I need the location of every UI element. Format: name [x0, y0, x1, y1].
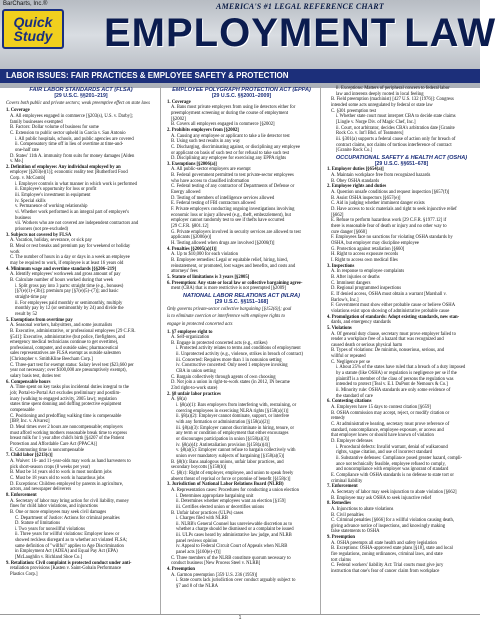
text-line: 8. Remedies — [327, 501, 351, 507]
header-spacer — [0, 49, 100, 69]
text-line: vi. Whether work performed is an integral part of employer's — [15, 210, 130, 216]
text-line: straight-time pay — [15, 294, 47, 300]
text-line: B. Meal or rest breaks and premium pay for weekend or holiday — [10, 244, 131, 250]
text-line: applicants [§2006(e)] — [171, 235, 212, 241]
text-line: 6. Preemption: Any state or local law or collective bargaining agree- — [167, 280, 303, 286]
text-line: 7. Child labor [§213(c)] — [6, 453, 53, 459]
text-line: G. Protection against retaliation [§660] — [331, 246, 405, 252]
text-line: G. Private employers involved in security services are allowed to test — [171, 229, 301, 235]
text-line: i. Whether state court must interpret CBA to decide state claims — [336, 114, 456, 120]
text-line: C. Three members of the NLRB constitute quorum necessary to — [171, 555, 291, 561]
text-line: D. Have access to toxic materials and right to seek injunctive relief — [331, 207, 457, 213]
quick-study-logo — [2, 9, 64, 49]
text-line: 3. Exemptions [§2006(a)] — [167, 161, 217, 167]
text-line: B. OSHA commission may accept, reject, or modify citation or — [331, 410, 450, 416]
text-line: that employer knew or should have known of violation — [331, 433, 434, 439]
text-line: B. One or more employees may seek civil damages — [10, 509, 107, 515]
text-line: breast milk for 1 year after child's birth [§4207 of the Patient — [10, 436, 124, 442]
osha-body — [327, 86, 476, 575]
text-line: B. Factors: Dollar volume of business for some — [10, 125, 99, 131]
text-line: Barlow's, Inc.] — [331, 297, 359, 303]
text-line: coercing employees in exercising NLRA rights [§158(a)(1)] — [176, 408, 289, 414]
text-line: Corp. v. McComb] — [10, 176, 46, 182]
text-line: C. At administrative hearing, secretary must prove reference of — [331, 422, 450, 428]
text-line: B. Field preemption (machinist) [427 U.S. 132 (1976)]: Congress — [331, 97, 454, 103]
text-line: B. Unfair labor practices (ULPs) cases — [171, 510, 244, 516]
text-line: iii. Employee's investment in equipment — [15, 193, 91, 199]
text-line: C. Extension to public sector upheld in Garcia v. San Antonio — [10, 130, 126, 136]
text-line: [Granite Rock Co.] — [336, 148, 373, 154]
text-line: A. Garmon preemption [359 U.S. 236 (1959)] — [171, 572, 258, 578]
text-line: iii. ULPs cases heard by administrative law judge, and NLRB — [176, 533, 292, 539]
text-line: retaliation provisions [Kasten v. Saint-Gobain Performance — [10, 566, 122, 572]
flsa-citation: [29 U.S.C. §§201–219] — [54, 93, 108, 100]
text-line: whether a charge should be dismissed or a complaint be issued — [176, 527, 294, 533]
text-line: sales representatives are FLSA exempt as outside salesmen — [10, 351, 121, 357]
text-line: or applicant on basis of such test or for refusal to take such test — [171, 150, 290, 156]
text-line: 2. Definition of employee: Any individual employed by an — [6, 164, 121, 170]
text-line: A. Seasonal workers, babysitters, and some journalists — [10, 323, 113, 329]
text-line: must afford working mothers reasonable break time to express — [10, 430, 128, 436]
logo-line-1: Quick — [13, 14, 53, 30]
text-line: B. Executive, administrative, or professional employees [29 C.F.R. — [10, 328, 136, 334]
text-line: C. Imminent dangers — [331, 280, 371, 286]
text-line: there is reasonable fear of death or injury and no other way to — [331, 224, 447, 230]
text-line: any term or condition of employment that either encourages — [176, 431, 289, 437]
text-line: intended some acts unregulated by federal or state law — [331, 102, 433, 108]
text-line: i. Split gross pay into 3 parts: straight time (e.g., bonuses) — [15, 283, 124, 289]
text-line: 4. Minimum wage and overtime standards [§§206–219] — [6, 266, 117, 272]
publisher-mark: BarCharts, Inc.® — [3, 1, 48, 7]
text-line: law and interests deeply rooted in local feeling — [336, 91, 424, 97]
text-line: A. Up to $10,000 for each violation — [171, 252, 238, 258]
text-line: D. Meal times over 2 hours are noncompensable; employers — [10, 425, 123, 431]
text-line: C. Discharging, discriminating against, or disciplining any employee — [171, 144, 301, 150]
text-line: CBA in union setting — [176, 369, 216, 375]
text-line: E. Commuting time is noncompensable — [10, 447, 85, 453]
text-line: criminal liability — [331, 478, 363, 484]
text-line: emergency medical technicians continue to get overtime), — [10, 340, 119, 346]
text-line: [Christopher v. SmithKline Beecham Corp.] — [10, 357, 93, 363]
text-line: A. Time spent on key tasks plus incidental duties integral to the — [10, 385, 129, 391]
content-columns — [0, 86, 480, 614]
text-line: contract claims, not claims of tortious interference of contract — [336, 142, 452, 148]
text-line: F. Private employers conducting ongoing investigations involving — [171, 207, 295, 213]
text-line: C. §8(c): Right of employer, employee, and union to speak freely — [171, 470, 294, 476]
text-line: i. Procedural defects: Invalid warrant, denial of walkaround — [336, 444, 448, 450]
text-line: A. Bans most private employers from using lie detectors either for — [171, 105, 296, 111]
text-line: prisoners (not pre-excluded) — [15, 227, 69, 233]
text-line: inary (walking to engaged activity, 2005 law); regulation — [10, 396, 117, 402]
section-title: NATIONAL LABOR RELATIONS ACT (NLRA) — [183, 292, 300, 299]
title-word-2: LAW — [404, 11, 496, 55]
eppa-nlra-body — [167, 100, 316, 590]
text-line: is to eliminate coercion or interference with employee rights to — [167, 314, 285, 320]
text-line: 1. Coverage — [167, 99, 191, 105]
text-line: 1. Employer duties [§654(a)] — [327, 167, 384, 173]
flsa-intro: Covers both public and private sectors; weak preemptive effect on state laws — [6, 100, 150, 106]
text-line: C. Must be 18 years old to work in hazardous jobs — [10, 475, 105, 481]
text-line: 23rd right-to-work state) — [171, 386, 218, 392]
text-line: D. Not join a union in right-to-work states (in 2012, IN became — [171, 380, 290, 386]
text-line: conduct business [New Process Steel v. NLRB] — [171, 561, 261, 567]
text-line: iii. Certifies elected union or decertifies unions — [176, 504, 265, 510]
text-line: absent threat of reprisal or force or promise of benefit [§158(c)] — [171, 476, 291, 482]
text-line: compensable — [10, 408, 35, 414]
text-line: A. OSHA preempts all state health and safety legislation — [331, 540, 437, 546]
text-line: 4. Preemption — [167, 567, 196, 573]
text-line: iv. Appeal to Federal Circuit Court of Appeals when NLRB — [176, 544, 288, 550]
text-line: §7 and 8 of the NLRA — [176, 584, 219, 590]
text-line: 9. Preemption — [327, 535, 356, 541]
text-line: 6. Contesting citations — [327, 399, 372, 405]
flsa-title: FAIR LABOR STANDARDS ACT (FLSA) — [29, 87, 133, 93]
text-line: panel reviews opinion — [176, 538, 218, 544]
text-line: B. Obey OSHA standards — [331, 178, 380, 184]
text-line: ii. Substantive defenses: Compliance posed greater hazard, compli- — [336, 455, 463, 461]
text-line: ii. Exceptions: Matters of peripheral concern to federal labor — [336, 86, 450, 91]
text-line: C. §301 preemption test — [331, 108, 377, 114]
text-line: A. Secretary of labor may seek injunction to abate violation [§662] — [331, 489, 457, 495]
text-line: ii. Three years for willful violations: Employer knew or — [15, 532, 120, 538]
text-line: §541]: Executive, administrative (but police, firefighters, and — [10, 334, 125, 340]
text-line: employer cannot randomly test to see if thefts have occurred — [171, 218, 285, 224]
text-line: A. Question unsafe conditions and request inspection [§657(f)] — [331, 190, 450, 196]
text-line: fines for child labor violations, and injunctions — [10, 504, 98, 510]
text-line: C. Three-part test for exempt status: Salary level test ($23,660 per — [10, 362, 134, 368]
text-line: iii. §301(a) supports a federal cause of action only for breach of — [336, 136, 456, 142]
text-line: the standard of care — [336, 393, 373, 399]
text-line: result by 52 — [15, 311, 38, 317]
text-line: and noncompliance with employer was ignorant of standard — [336, 467, 449, 473]
text-line: 5. Violations — [327, 325, 352, 331]
text-line: [§662] — [331, 212, 344, 218]
text-line: D. Regional programmed inspections — [331, 286, 402, 292]
text-line: A. Identify employees' workweek and gross amount of pay — [10, 272, 121, 278]
text-line: A. Causing any employee or applicant to take a lie detector test — [171, 133, 290, 139]
text-line: 2. Prohibits employers from [§2002] — [167, 127, 239, 133]
column-1 — [0, 86, 160, 614]
text-line: preemployment screening or during the course of employment — [171, 110, 289, 116]
text-line: Rock Co. v. Int'l Bhd. of Teamsters] — [336, 131, 404, 137]
text-line: E. Refuse to perform hazardous work [29 C.F.R. §1977.12] if — [331, 218, 447, 224]
text-line: C. Criminal penalties [§666] for a willful violation causing death, — [331, 518, 455, 524]
text-line: reinstatement, or promoted, lost wages and benefits, and costs and — [171, 263, 296, 269]
eppa-title: EMPLOYEE POLYGRAPH PROTECTION ACT (EPPA) — [172, 87, 311, 93]
text-line: ii. Employee's opportunity for loss or profit — [15, 187, 97, 193]
text-line: [McLaughlin v. Richland Shoe Co.] — [15, 555, 83, 561]
text-line: iv. §8(a)(4): Antiretaliation provision [§158(a)(4)] — [176, 442, 270, 448]
text-line: v. §8(a)(5): Employer cannot refuse to bargain collectively with — [176, 448, 296, 454]
text-line: i. Charges filed with NLRB — [176, 516, 228, 522]
text-line: intended to protect [Teal v. E.I. DuPont de Nemours & Co.] — [336, 382, 448, 388]
text-line: Only governs private-sector collective bargaining [§152(6)]; goal — [167, 306, 292, 312]
text-line: A. In response to employee complaints — [331, 269, 405, 275]
text-line: v. Me.] — [10, 159, 24, 165]
text-line: fire regulations, zoning ordinances, criminal laws, and state — [331, 552, 443, 558]
text-line: by a statute (like OSHA) or regulation is negligence per se if the — [336, 371, 457, 377]
text-line: tort claims — [331, 557, 351, 563]
text-line: secondary boycotts [§158(b)] — [171, 465, 227, 471]
text-line: A. Vacation, holiday, severance, or sick pay — [10, 238, 92, 244]
text-line: or discourages participation in union [§158(a)(3)] — [176, 436, 270, 442]
page-number: 1 — [0, 614, 480, 621]
text-line: F. Employees face no sanctions for violating OSHA standards by — [331, 235, 453, 241]
text-line: union over mandatory subjects of bargaining [§158(a)(5)] — [176, 453, 285, 459]
flsa-body — [6, 108, 156, 577]
text-line: A. Waiver: 16- and 11-year-olds may work as hand harvesters to — [10, 458, 131, 464]
eppa-citation: [29 U.S.C. §§2001–2009] — [211, 93, 272, 100]
text-line: 8. Enforcement — [6, 492, 37, 498]
text-line: A. Of general duty clause, secretary must prove employer failed to — [331, 331, 456, 337]
text-line: A. §8(a) — [171, 397, 187, 403]
text-line: i. Determines appropriate bargaining unit — [176, 493, 254, 499]
text-line: ii. NLRB's General Counsel has unreviewable discretion as to — [176, 521, 293, 527]
text-line: Protection and Affordable Care Act (PPACA)] — [10, 441, 97, 447]
text-line: rights, vague citation, and use of incorrect standard — [336, 450, 432, 456]
text-line: 2. Employee rights and duties — [327, 184, 387, 190]
section-title: OCCUPATIONAL SAFETY & HEALTH ACT (OSHA) — [335, 154, 468, 161]
section-citation: [29 U.S.C. §§151–168] — [214, 299, 269, 306]
text-line: 6. Compensable hours — [6, 379, 51, 385]
text-line: standard, noncompliance, employee exposure, or access and — [331, 427, 444, 433]
text-line: A. Secretary of labor may bring action for civil liability, money — [10, 498, 129, 504]
text-line: work — [10, 249, 20, 255]
text-line: [IBP, Inc. v. Alvarez] — [10, 419, 50, 425]
text-line: B. Employee may ask OSHA to seek injunctive relief — [331, 495, 432, 501]
text-line: render a workplace free of a hazard that was recognized and — [331, 337, 444, 343]
text-line: iv. Special skills — [15, 198, 46, 204]
text-line: ii. Court, not arbitrator, decides CBA's arbitration date [Granite — [336, 125, 455, 131]
text-line: A. All employees engaged in commerce [§203(s), U.S. v. Darby]; — [10, 113, 133, 119]
text-line: i. Two years for nonwillful violations — [15, 526, 85, 532]
text-line: ii. Unprotected activity (e.g., violence, strikes in breach of contract) — [176, 352, 304, 358]
text-line: H. Right to access exposure records — [331, 252, 399, 258]
text-line: family businesses exempted — [10, 119, 63, 125]
text-line: caused death or serious physical harm — [331, 342, 403, 348]
text-line: B. Covers all employers engaged in commerce [§2002] — [171, 122, 275, 128]
text-line: vii. Workers who are not covered are independent contractors and — [15, 221, 139, 227]
title-word-1: EMPLOYMENT — [104, 11, 397, 55]
text-line: E. Federal testing of FBI contractors allowed — [171, 201, 256, 207]
text-line: false statements to OSHA — [331, 529, 380, 535]
text-line: ance not technically feasible, employee refused to comply, — [336, 461, 446, 467]
text-line: v. Permanence of working relationship — [15, 204, 88, 210]
text-line: C. Negligence per se — [331, 359, 371, 365]
text-line: iv. Constructive concerted: Only need 1 employee invoking — [176, 363, 288, 369]
text-line: Plastics Corp.] — [10, 572, 38, 578]
text-line: [§7(e)(1)–(3b)]; premium pay [§7(e)(5)–(7)]; and basic — [15, 289, 119, 295]
text-line: 1. Coverage — [6, 108, 30, 114]
text-line: actors, and newspaper deliverers — [10, 487, 72, 493]
text-line: giving advance notice of inspections, and knowingly making — [331, 523, 446, 529]
text-line: showed reckless disregard as to whether act violated FLSA; — [15, 538, 128, 544]
text-line: D. Statute of limitations — [15, 521, 61, 527]
text-line: business — [15, 215, 31, 221]
page-title — [104, 10, 496, 56]
text-line: i. Employer controls in what manner in which work is performed — [15, 181, 137, 187]
text-line: job; Portal-to-Portal Act excludes preliminary and postlim- — [10, 391, 121, 397]
text-line: B. Federal government permitted to test private-sector employees — [171, 173, 294, 179]
text-line: one-half rate — [15, 147, 39, 153]
text-line: monthly pay by 12 (or semimonthly by 24) and divide the — [15, 306, 124, 312]
text-line: [29 C.F.R. §801.12] — [171, 224, 209, 230]
text-line: D. Employer defenses — [331, 438, 373, 444]
column-2 — [160, 86, 320, 614]
text-line: D. Testing of members of intelligence services allowed — [171, 195, 275, 201]
text-line: C. Bargain collectively through agents of own choosing — [171, 374, 276, 380]
text-line: dards, and emergency standards — [331, 320, 391, 326]
text-line: B. Engage in protected concerted acts (e.g., strikes) — [171, 340, 268, 346]
column-3 — [320, 86, 480, 614]
text-line: D. Exceptions: Children employed by parents in agriculture, — [10, 481, 124, 487]
text-line: F. Government must show either probable cause or believe OSHA — [331, 303, 456, 309]
text-line: ii. For employees paid monthly or semimonthly, multiply — [15, 300, 123, 306]
text-line: H. Testing allowed when drugs are involved [§2006(f)] — [171, 241, 275, 247]
text-line: C. Federal testing of any contractor of Departments of Defense or — [171, 184, 295, 190]
text-line: i. Protected activity relates to terms and conditions of employment — [176, 346, 301, 352]
text-line: attorneys' fees — [171, 269, 198, 275]
text-line: C. Department of Justice: Actions for criminal penalties — [15, 515, 120, 521]
text-line: A. Employers have 15 days to contest citation [§659] — [331, 405, 431, 411]
text-line: year not necessary; over $100,000 are presumptively exempt), — [10, 368, 127, 374]
text-line: 2. §8 unfair labor practices — [167, 391, 221, 397]
text-line: plaintiff is a member of the class of persons the regulation was — [336, 376, 454, 382]
text-line: B. Assist OSHA inspectors [§657(e)] — [331, 195, 401, 201]
text-line: may be required to work, if employee is at least 16 years old — [10, 260, 124, 266]
text-line: B. Must be 14 years old to work in most nonfarm jobs — [10, 470, 112, 476]
text-line: C. Federal workers' liability Act: Trial courts must give jury — [331, 563, 444, 569]
text-line: engage in protected concerted acts — [167, 321, 233, 327]
text-line: Energy allowed — [171, 190, 201, 196]
section-citation: [29 U.S.C. §§651–678] — [374, 161, 429, 168]
text-line: B. Employee remedies: Legal or equitable relief, hiring, hired, — [171, 257, 288, 263]
text-line: I. Right to access own medical files — [331, 257, 398, 263]
text-line: who have access to classified information — [171, 178, 250, 184]
text-line: 3. Subjects not covered by FLSA — [6, 232, 72, 238]
text-line: with any formation or administration [§158(a)(2)] — [176, 420, 270, 425]
text-line: iii. §8(a)(3): Employer cannot discriminate in hiring, tenure, or — [176, 425, 295, 431]
text-line: i. About 25% of the states have ruled that a breach of a duty imposed — [336, 365, 466, 371]
text-line: D. States' 11th A. immunity from suits for money damages [Alden — [10, 153, 135, 159]
text-line: 4. Penalties [§2005(a)(1)] — [167, 246, 217, 252]
text-line: 1. §7 employee right to — [167, 329, 213, 335]
text-line: B. Exceptions: OSHA-approved state plans [§18], state and local — [331, 546, 453, 552]
text-line: E. If denied access, OSHA must obtain a warrant [Marshall v. — [331, 291, 447, 297]
text-line: ii. Determines whether employees want an election [§159] — [176, 499, 286, 505]
text-line: B. After injuries or deaths — [331, 274, 380, 280]
text-line: A. Representation cases: Procedures for conducting a union election — [171, 487, 299, 493]
text-line: ii. Minority rule: OSHA standards are only some evidence of — [336, 388, 451, 394]
text-line: B. §8(b): Bans analogous unions, unfair labor practices, and — [171, 459, 284, 465]
text-line: ii. Compensatory time off in lieu of overtime at time-and- — [15, 142, 124, 148]
text-line: B. Calculate number of hours worked during that week — [10, 277, 114, 283]
text-line: B. Civil penalties — [331, 512, 364, 518]
text-line: panel acts [§160(e)–(f)] — [176, 550, 221, 556]
text-line: i. §8(a)(1): Bars employers from interfering with, restraining, or — [176, 403, 297, 409]
text-line: 3. Inspections — [327, 263, 355, 269]
text-line: A. All public-sector employers are exempt — [171, 167, 251, 173]
text-line: D. Disciplining any employee for exercising any EPPA rights — [171, 156, 287, 162]
text-line: employer [§203(e)(1)]; economic reality test [Rutherford Food — [10, 170, 128, 176]
text-line: same definition of "willful" applies to Age Discrimination — [15, 543, 124, 549]
text-line: professional, computer, and outside sales; pharmaceutical — [10, 345, 118, 351]
text-line: 3. Jurisdiction of National Labor Relations Board (NLRB) — [167, 482, 284, 488]
text-line: 7. Enforcement — [327, 484, 358, 490]
text-line: OSHA, but employer may discipline employee — [331, 241, 420, 247]
text-line: cure danger [§660] — [331, 229, 367, 235]
text-line: A. Self-organization — [171, 335, 210, 341]
text-line: willful or repeated — [331, 354, 366, 360]
tagline: AMERICA'S #1 LEGAL REFERENCE CHART — [216, 2, 384, 11]
logo-line-2: Study — [13, 28, 53, 44]
text-line: violations exist upon showing of administrative probable cause — [331, 308, 450, 314]
text-line: 5. Exemptions from overtime pay — [6, 317, 73, 323]
text-line: iii. Concerted: Requires more than 1 in nonunion setting — [176, 357, 282, 363]
text-line: 9. Retaliation: Civil complaint is protected conduct under anti- — [6, 560, 132, 566]
text-line: A. Injunctions to abate violations — [331, 506, 394, 512]
text-line: ii. §8(a)(2): Employer cannot dominate, support, or interfere — [176, 414, 290, 420]
text-line: salary basis test, duties test — [10, 374, 61, 380]
text-line: C. The number of hours in a day or days in a week an employee — [10, 255, 130, 261]
chart-header — [0, 0, 496, 88]
text-line: C. Positioning and predoffing walking time is compensable — [10, 413, 122, 419]
text-line: A. Maintain workplace free from recognized hazards — [331, 173, 431, 179]
text-line: B. Types of violations: De minimis, nonserious, serious, and — [331, 348, 445, 354]
text-line: B. Using such test results in any way — [171, 139, 241, 145]
section-banner: LABOR ISSUES: FAIR PRACTICES & EMPLOYEE SAFETY & PROTECTION — [0, 69, 480, 83]
text-line: ment (CBA) that is more restrictive is not preempted [§2009] — [171, 286, 286, 292]
text-line: economic loss or injury allowed (e.g., theft, embezzlement), but — [171, 212, 291, 218]
text-line: E. Compliance with OSHA standards is no defense to state tort or — [331, 472, 454, 478]
text-line: C. Aid in judging whether imminent danger exists — [331, 201, 425, 207]
text-line: 5. Statute of limitations is 3 years [§2005] — [167, 274, 250, 280]
text-line: instruction that one's fear of cancer claim from workplace — [331, 569, 440, 575]
text-line: pick short-season crops (8 weeks per year) — [10, 464, 90, 470]
text-line: i. All public hospitals, schools, and public agencies are covered — [15, 136, 134, 142]
text-line: remedy — [331, 416, 346, 422]
text-line: [Lingle v. Norge Div. of Magic Chef, Inc.] — [336, 119, 416, 125]
text-line: in Employment Act (ADEA) and Equal Pay Act (EPA) — [15, 549, 118, 555]
text-line: i. State courts lack jurisdiction over conduct arguably subject to — [176, 578, 296, 584]
text-line: 4. Promulgation of standards: Adopt existing standards, new stan- — [327, 314, 460, 320]
text-line: states time spent donning and doffing protective equipment — [10, 402, 122, 408]
text-line: [§2002] — [171, 116, 186, 122]
